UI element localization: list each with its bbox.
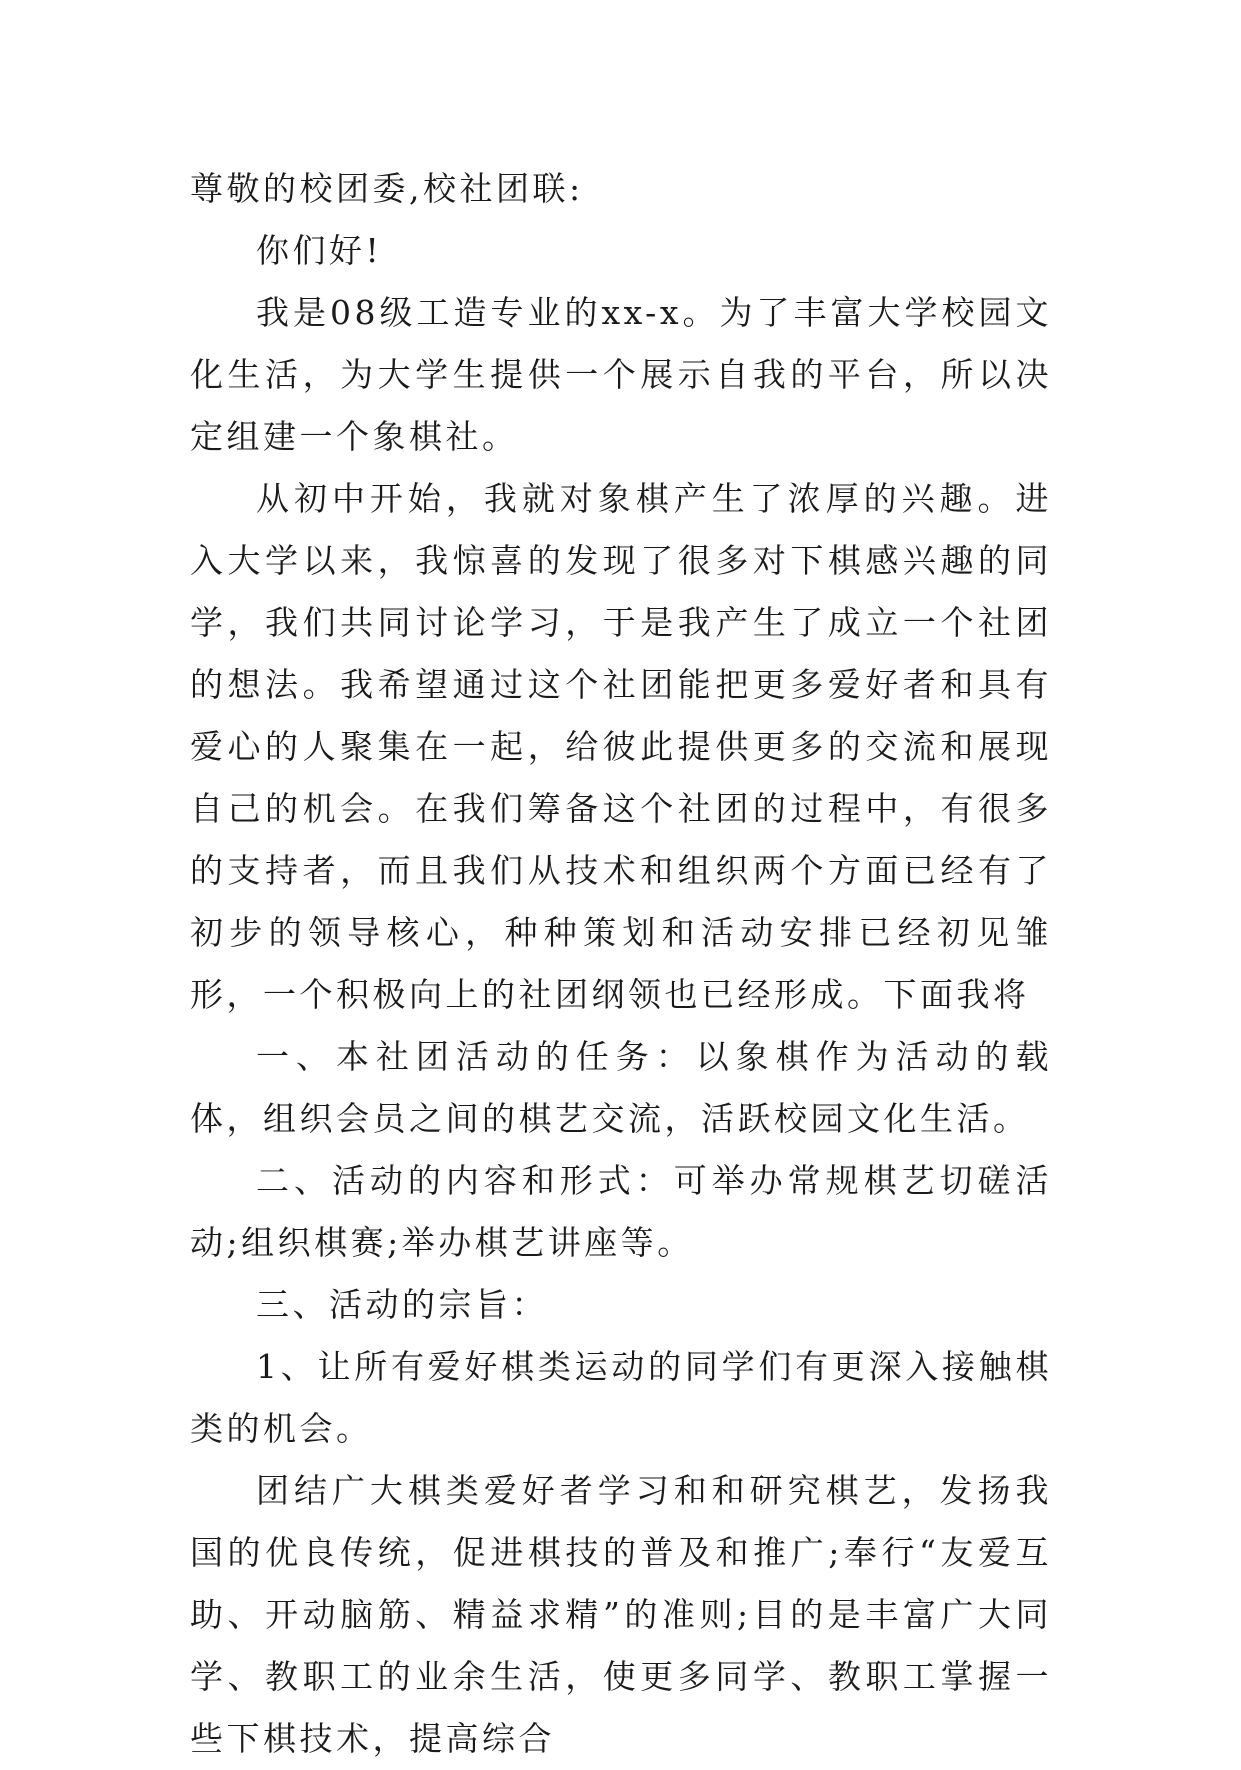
task-paragraph: 一、本社团活动的任务：以象棋作为活动的载体，组织会员之间的棋艺交流，活跃校园文化生活。 [190, 1037, 1052, 1138]
salutation: 尊敬的校团委,校社团联: [190, 169, 584, 208]
document-body [190, 158, 1052, 1770]
content-form-paragraph: 二、活动的内容和形式：可举办常规棋艺切磋活动;组织棋赛;举办棋艺讲座等。 [190, 1161, 1052, 1262]
purpose-item-1: 1、让所有爱好棋类运动的同学们有更深入接触棋类的机会。 [190, 1347, 1052, 1448]
greeting-paragraph: 你们好! [256, 231, 383, 270]
intro-paragraph: 我是08级工造专业的xx-x。为了丰富大学校园文化生活，为大学生提供一个展示自我的平台，所以决定组建一个象棋社。 [190, 293, 1052, 456]
purpose-heading: 三、活动的宗旨： [256, 1285, 548, 1324]
purpose-detail-paragraph: 团结广大棋类爱好者学习和和研究棋艺，发扬我国的优良传统，促进棋技的普及和推广;奉行“友爱互助、开动脑筋、精益求精”的准则;目的是丰富广大同学、教职工的业余生活，使更多同学、教职工掌握一些下棋技术，提高综合 [190, 1471, 1052, 1758]
motivation-paragraph: 从初中开始，我就对象棋产生了浓厚的兴趣。进入大学以来，我惊喜的发现了很多对下棋感兴趣的同学，我们共同讨论学习，于是我产生了成立一个社团的想法。我希望通过这个社团能把更多爱好者和具有爱心的人聚集在一起，给彼此提供更多的交流和展现自己的机会。在我们筹备这个社团的过程中，有很多的支持者，而且我们从技术和组织两个方面已经有了初步的领导核心，种种策划和活动安排已经初见雏形，一个积极向上的社团纲领也已经形成。下面我将 [190, 479, 1052, 1014]
